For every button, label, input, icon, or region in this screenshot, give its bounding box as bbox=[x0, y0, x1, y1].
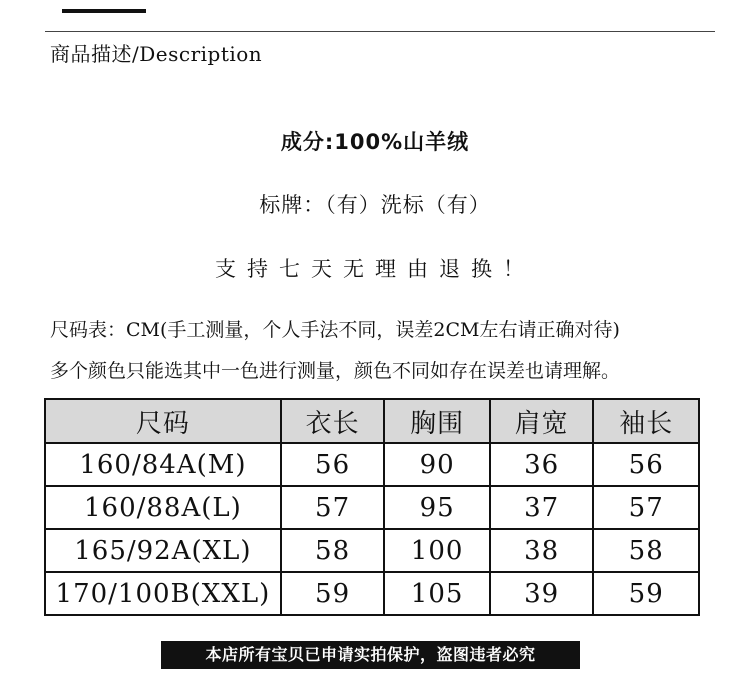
cell-length: 59 bbox=[281, 572, 385, 615]
size-table bbox=[44, 398, 700, 616]
cell-shoulder: 38 bbox=[490, 529, 594, 572]
cell-size: 165/92A(XL) bbox=[45, 529, 281, 572]
table-header-row bbox=[45, 399, 699, 443]
header-sleeve: 袖长 bbox=[593, 399, 699, 443]
cell-chest: 90 bbox=[384, 443, 490, 486]
divider bbox=[45, 31, 715, 32]
cell-shoulder: 39 bbox=[490, 572, 594, 615]
cell-chest: 105 bbox=[384, 572, 490, 615]
cell-length: 58 bbox=[281, 529, 385, 572]
cell-size: 170/100B(XXL) bbox=[45, 572, 281, 615]
copyright-banner: 本店所有宝贝已申请实拍保护，盗图违者必究 bbox=[161, 641, 580, 669]
table-row bbox=[45, 486, 699, 529]
returns-policy-text: 支持七天无理由退换！ bbox=[215, 257, 535, 281]
accent-bar bbox=[62, 9, 146, 13]
cell-length: 56 bbox=[281, 443, 385, 486]
cell-sleeve: 56 bbox=[593, 443, 699, 486]
section-title: 商品描述/Description bbox=[50, 42, 263, 66]
cell-shoulder: 36 bbox=[490, 443, 594, 486]
composition-text: 成分:100%山羊绒 bbox=[280, 130, 470, 154]
header-chest: 胸围 bbox=[384, 399, 490, 443]
color-note: 多个颜色只能选其中一色进行测量，颜色不同如存在误差也请理解。 bbox=[50, 360, 621, 382]
cell-size: 160/84A(M) bbox=[45, 443, 281, 486]
cell-sleeve: 59 bbox=[593, 572, 699, 615]
cell-size: 160/88A(L) bbox=[45, 486, 281, 529]
cell-chest: 100 bbox=[384, 529, 490, 572]
cell-chest: 95 bbox=[384, 486, 490, 529]
table-row bbox=[45, 443, 699, 486]
cell-length: 57 bbox=[281, 486, 385, 529]
header-size: 尺码 bbox=[45, 399, 281, 443]
header-length: 衣长 bbox=[281, 399, 385, 443]
labels-text: 标牌：（有）洗标（有） bbox=[259, 193, 491, 217]
cell-sleeve: 57 bbox=[593, 486, 699, 529]
size-chart-note: 尺码表：CM(手工测量，个人手法不同，误差2CM左右请正确对待) bbox=[50, 319, 620, 341]
header-shoulder: 肩宽 bbox=[490, 399, 594, 443]
cell-shoulder: 37 bbox=[490, 486, 594, 529]
table-row bbox=[45, 529, 699, 572]
cell-sleeve: 58 bbox=[593, 529, 699, 572]
table-row bbox=[45, 572, 699, 615]
